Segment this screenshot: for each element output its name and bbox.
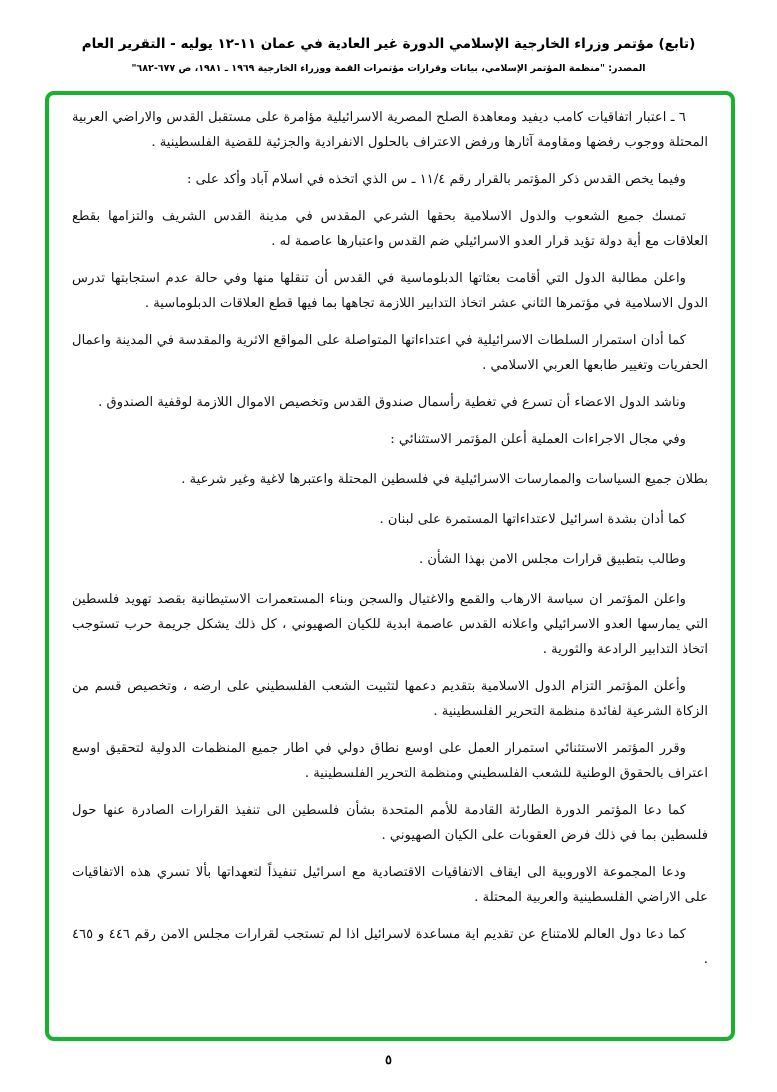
paragraph-condemn-excavations: كما أدان استمرار السلطات الاسرائيلية في اعتداءاتها المتواصلة على المواقع الاثرية والمقدسة في المدينة واعمال الحفريات وتغيير طابعها العربي الاسلامي . bbox=[72, 333, 708, 373]
paragraph-lebanon: كما أدان بشدة اسرائيل لاعتداءاتها المستمرة على لبنان . bbox=[379, 512, 686, 527]
paragraph-european-community: ودعا المجموعة الاوروبية الى ايقاف الاتفاقيات الاقتصادية مع اسرائيل تنفيذاً لتعهداتها بألا تسري هذه الاتفاقيات على الاراضي الفلسطينية والعربية المحتلة . bbox=[72, 865, 708, 905]
paragraph-un-session: كما دعا المؤتمر الدورة الطارئة القادمة للأمم المتحدة بشأن فلسطين الى تنفيذ القرارات الصادرة عنها حول فلسطين بما في ذلك فرض العقوبات على الكيان الصهيوني . bbox=[72, 803, 708, 843]
paragraph-embassies: واعلن مطالبة الدول التي أقامت بعثاتها الدبلوماسية في القدس أن تنقلها منها وفي حالة عدم استجابتها تدرس الدول الاسلامية في مؤتمرها الثاني عشر اتخاذ التدابير اللازمة تجاهها بما فيها قطع العلاقات الدبلوماسية . bbox=[72, 271, 708, 311]
page-number: ٥ bbox=[385, 1053, 392, 1068]
paragraph-international-recognition: وقرر المؤتمر الاستثنائي استمرار العمل على اوسع نطاق دولي في اطار جميع المنظمات الدولية لتحقيق اوسع اعتراف بالحقوق الوطنية للشعب الفلسطيني ومنظمة التحرير الفلسطينية . bbox=[72, 741, 708, 781]
document-source: المصدر: "منظمة المؤتمر الإسلامي، بيانات وقرارات مؤتمرات القمة ووزراء الخارجية ١٩٦٩ ـ ١٩٨١، ص ٦٧٧-٦٨٢" bbox=[131, 63, 646, 74]
document-title: (تابع) مؤتمر وزراء الخارجية الإسلامي الدورة غير العادية في عمان ١١-١٢ يوليه - التقرير العام bbox=[81, 36, 696, 52]
paragraph-world-states: كما دعا دول العالم للامتناع عن تقديم اية مساعدة لاسرائيل اذا لم تستجب لقرارات مجلس الامن رقم ٤٤٦ و ٤٦٥ . bbox=[72, 927, 708, 967]
paragraph-quds-fund: وناشد الدول الاعضاء أن تسرع في تغطية رأسمال صندوق القدس وتخصيص الاموال اللازمة لوقفية الصندوق . bbox=[98, 395, 686, 410]
paragraph-practical-measures: وفي مجال الاجراءات العملية أعلن المؤتمر الاستثنائي : bbox=[390, 432, 686, 447]
paragraph-item-6: ٦ ـ اعتبار اتفاقيات كامب ديفيد ومعاهدة الصلح المصرية الاسرائيلية مؤامرة على مستقبل القدس والاراضي العربية المحتلة ووجوب رفضها ومقاومة آثارها ورفض الاعتراف بالحلول الانفرادية والجزئية للقضية الفلسطينية . bbox=[72, 110, 708, 150]
document-body bbox=[72, 105, 708, 984]
paragraph-support-palestinians: وأعلن المؤتمر التزام الدول الاسلامية بتقديم دعمها لتثبيت الشعب الفلسطيني على ارضه ، وتخصيص قسم من الزكاة الشرعية لفائدة منظمة التحرير الفلسطينية . bbox=[72, 679, 708, 719]
paragraph-adherence: تمسك جميع الشعوب والدول الاسلامية بحقها الشرعي المقدس في مدينة القدس الشريف والتزامها بقطع العلاقات مع أية دولة تؤيد قرار العدو الاسرائيلي ضم القدس واعتبارها عاصمة له . bbox=[72, 209, 708, 249]
paragraph-jerusalem-intro: وفيما يخص القدس ذكر المؤتمر بالقرار رقم ١١/٤ ـ س الذي اتخذه في اسلام آباد وأكد على : bbox=[187, 172, 686, 187]
paragraph-war-crime: واعلن المؤتمر ان سياسة الارهاب والقمع والاغتيال والسجن وبناء المستعمرات الاستيطانية بقصد تهويد فلسطين التي يمارسها العدو الاسرائيلي واعلانه القدس عاصمة ابدية للكيان الصهيوني ، كل ذلك يشكل جريمة حرب تستوجب اتخاذ التدابير الرادعة والثورية . bbox=[72, 592, 708, 657]
paragraph-security-council: وطالب بتطبيق قرارات مجلس الامن بهذا الشأن . bbox=[418, 552, 686, 567]
paragraph-nullity: بطلان جميع السياسات والممارسات الاسرائيلية في فلسطين المحتلة واعتبرها لاغية وغير شرعية . bbox=[181, 472, 708, 487]
